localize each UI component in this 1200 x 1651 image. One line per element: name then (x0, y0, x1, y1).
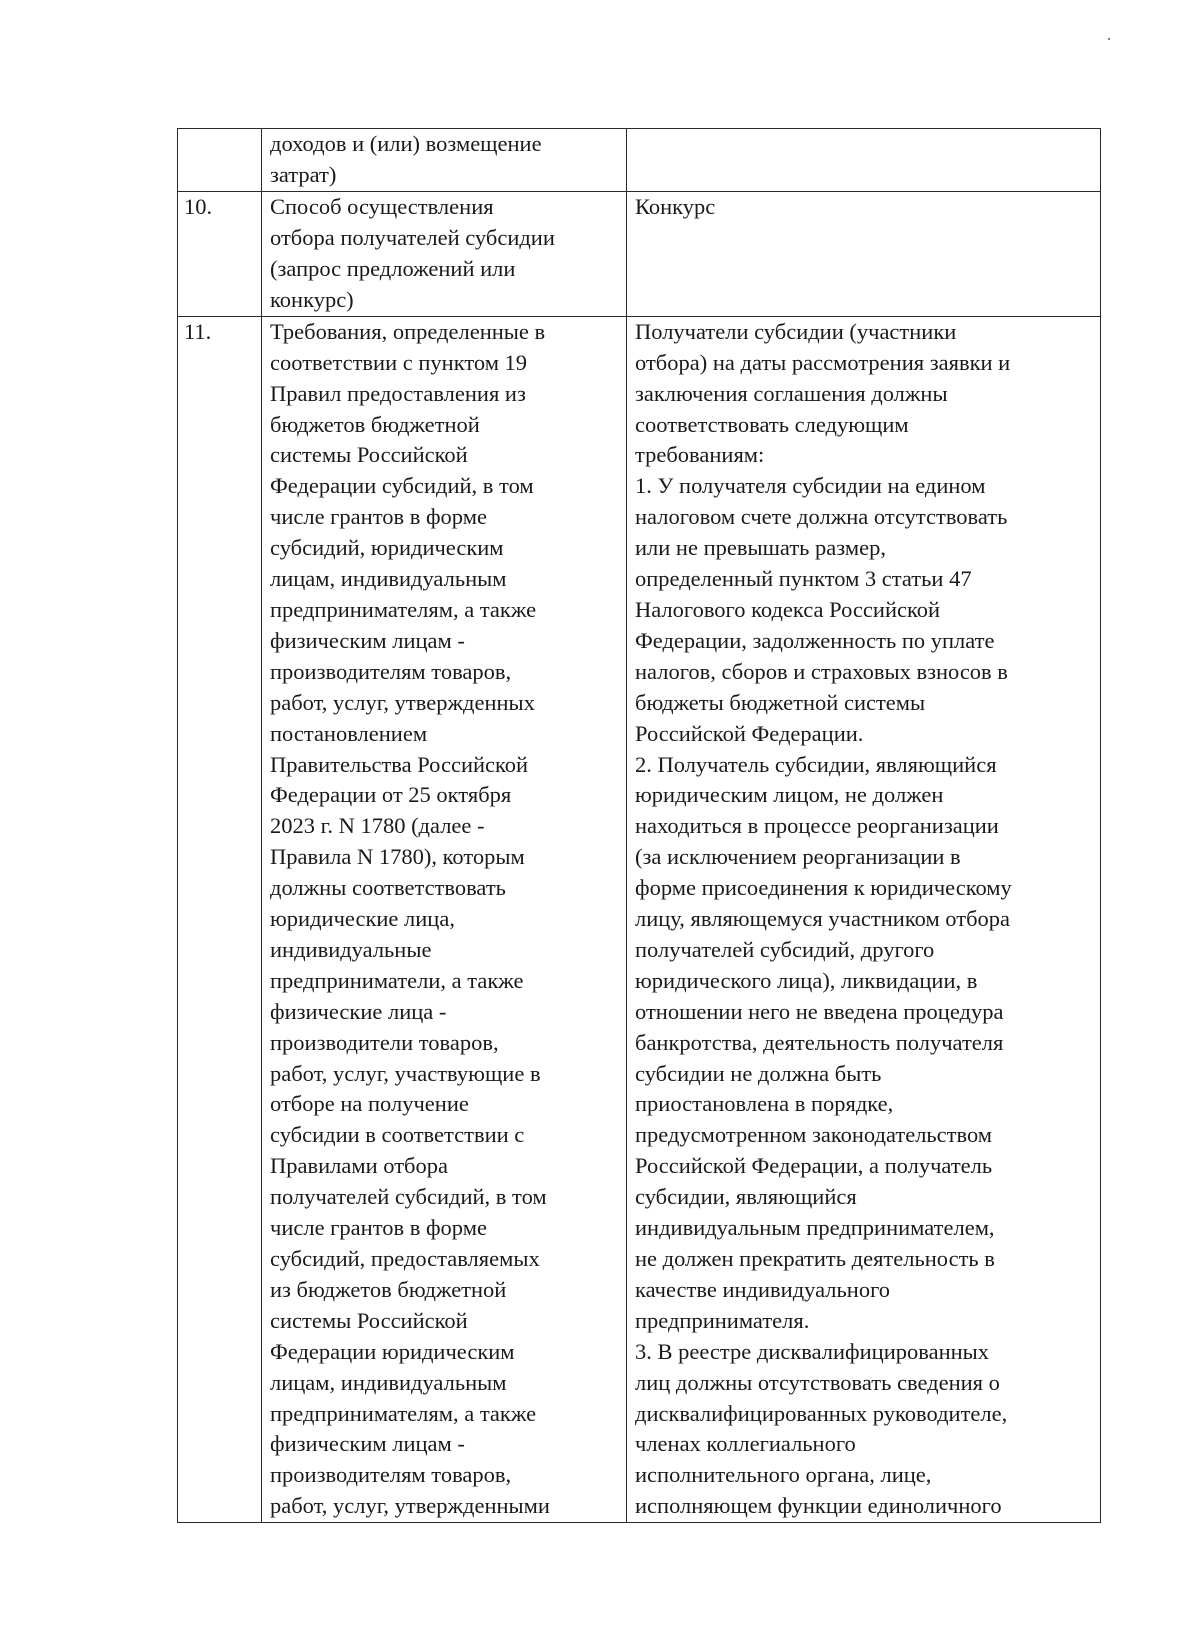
value-cell: Конкурс (627, 191, 1101, 316)
table-row (178, 129, 1101, 192)
row-number-cell: 11. (178, 316, 262, 1522)
value-cell (627, 129, 1101, 192)
value-cell: Получатели субсидии (участники отбора) на даты рассмотрения заявки и заключения соглашения должны соответствовать следующим требованиям: 1. У получателя субсидии на едином налоговом счете должна отсутствовать или не превышать размер, определенный пунктом 3 статьи 47 Налогового кодекса Российской Федерации, задолженность по уплате налогов, сборов и страховых взносов в бюджеты бюджетной системы Российской Федерации. 2. Получатель субсидии, являющийся юридическим лицом, не должен находиться в процессе реорганизации (за исключением реорганизации в форме присоединения к юридическому лицу, являющемуся участником отбора получателей субсидий, другого юридического лица), ликвидации, в отношении него не введена процедура банкротства, деятельность получателя субсидии не должна быть приостановлена в порядке, предусмотренном законодательством Российской Федерации, а получатель субсидии, являющийся индивидуальным предпринимателем, не должен прекратить деятельность в качестве индивидуального предпринимателя. 3. В реестре дисквалифицированных лиц должны отсутствовать сведения о дисквалифицированных руководителе, членах коллегиального исполнительного органа, лице, исполняющем функции единоличного (627, 316, 1101, 1522)
table-row (178, 191, 1101, 316)
scan-speck (1108, 38, 1110, 40)
row-number-cell (178, 129, 262, 192)
row-number-cell: 10. (178, 191, 262, 316)
requirement-cell: Требования, определенные в соответствии с пунктом 19 Правил предоставления из бюджетов бюджетной системы Российской Федерации субсидий, в том числе грантов в форме субсидий, юридическим лицам, индивидуальным предпринимателям, а также физическим лицам - производителям товаров, работ, услуг, утвержденных постановлением Правительства Российской Федерации от 25 октября 2023 г. N 1780 (далее - Правила N 1780), которым должны соответствовать юридические лица, индивидуальные предприниматели, а также физические лица - производители товаров, работ, услуг, участвующие в отборе на получение субсидии в соответствии с Правилами отбора получателей субсидий, в том числе грантов в форме субсидий, предоставляемых из бюджетов бюджетной системы Российской Федерации юридическим лицам, индивидуальным предпринимателям, а также физическим лицам - производителям товаров, работ, услуг, утвержденными (262, 316, 627, 1522)
requirement-cell: Способ осуществления отбора получателей субсидии (запрос предложений или конкурс) (262, 191, 627, 316)
table-row (178, 316, 1101, 1522)
requirements-table (177, 128, 1101, 1523)
requirement-cell: доходов и (или) возмещение затрат) (262, 129, 627, 192)
